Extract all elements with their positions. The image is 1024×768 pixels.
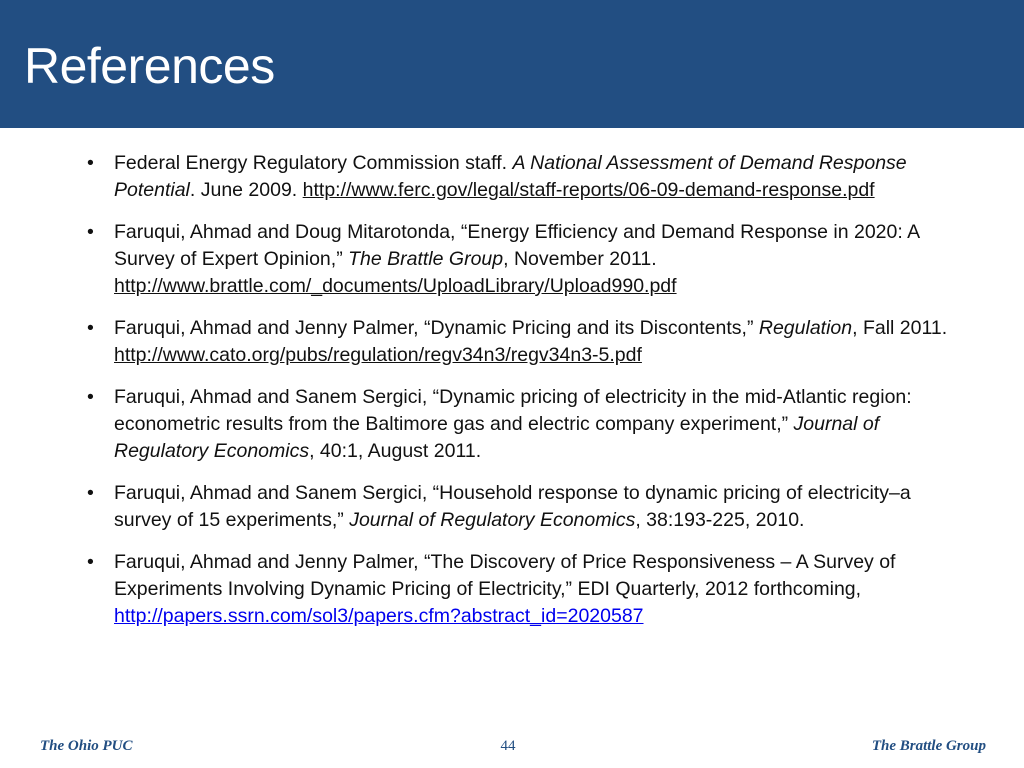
- reference-text: , 38:193-225, 2010.: [635, 509, 805, 531]
- reference-link[interactable]: http://www.brattle.com/_documents/UploadLibrary/Upload990.pdf: [114, 275, 677, 297]
- reference-item: [87, 549, 967, 630]
- title-bar: [0, 0, 1024, 128]
- footer-right-text: The Brattle Group: [871, 738, 986, 754]
- reference-text: Federal Energy Regulatory Commission staff.: [114, 152, 513, 174]
- bullet-marker: •: [87, 221, 94, 243]
- reference-item: [87, 480, 967, 534]
- reference-link[interactable]: http://papers.ssrn.com/sol3/papers.cfm?abstract_id=2020587: [114, 605, 644, 627]
- reference-text: . June 2009.: [189, 179, 303, 201]
- reference-link[interactable]: http://www.ferc.gov/legal/staff-reports/06-09-demand-response.pdf: [302, 179, 875, 201]
- reference-source-title: Journal of Regulatory Economics: [349, 509, 636, 531]
- bullet-marker: •: [87, 551, 94, 573]
- reference-item: [87, 219, 967, 300]
- reference-link[interactable]: http://www.cato.org/pubs/regulation/regv34n3/regv34n3-5.pdf: [114, 344, 642, 366]
- reference-source-title: Journal of Regulatory Economics: [114, 413, 880, 462]
- reference-text: Faruqui, Ahmad and Doug Mitarotonda, “Energy Efficiency and Demand Response in 2020: A Survey of Expert Opinion,”: [114, 221, 920, 270]
- reference-text: Faruqui, Ahmad and Sanem Sergici, “Household response to dynamic pricing of electricity–a survey of 15 experiments,”: [114, 482, 911, 531]
- footer-left-text: The Ohio PUC: [40, 738, 133, 754]
- reference-item: [87, 150, 967, 204]
- reference-item: [87, 384, 967, 465]
- reference-text: Faruqui, Ahmad and Jenny Palmer, “Dynamic Pricing and its Discontents,”: [114, 317, 759, 339]
- reference-item: [87, 315, 967, 369]
- reference-text: Faruqui, Ahmad and Sanem Sergici, “Dynamic pricing of electricity in the mid-Atlantic region: econometric results from the Baltimore gas and electric company experiment,”: [114, 386, 912, 435]
- bullet-marker: •: [87, 317, 94, 339]
- bullet-marker: •: [87, 386, 94, 408]
- reference-text: Faruqui, Ahmad and Jenny Palmer, “The Discovery of Price Responsiveness – A Survey of Experiments Involving Dynamic Pricing of Electricity,” EDI Quarterly, 2012 forthcoming,: [114, 551, 896, 600]
- reference-text: , November 2011.: [503, 248, 657, 270]
- reference-text: , Fall 2011.: [852, 317, 948, 339]
- bullet-marker: •: [87, 482, 94, 504]
- slide-title: References: [24, 38, 275, 94]
- reference-text: , 40:1, August 2011.: [309, 440, 482, 462]
- reference-source-title: The Brattle Group: [348, 248, 504, 270]
- bullet-marker: •: [87, 152, 94, 174]
- reference-source-title: A National Assessment of Demand Response Potential: [114, 152, 907, 201]
- reference-list: [87, 150, 967, 645]
- reference-source-title: Regulation: [758, 317, 853, 339]
- page-number: 44: [500, 738, 516, 754]
